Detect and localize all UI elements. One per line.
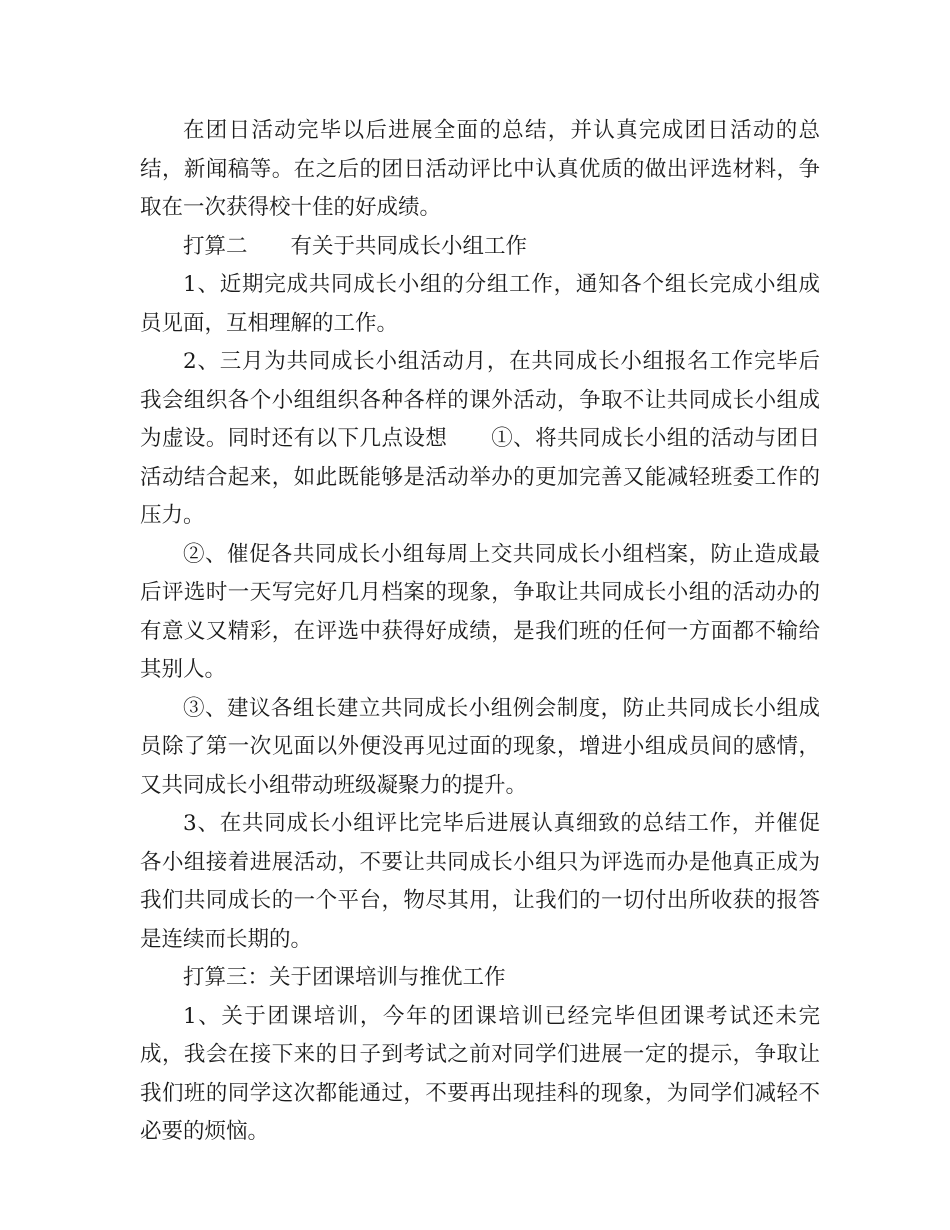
paragraph-plan-two-point-3: ③、建议各组长建立共同成长小组例会制度，防止共同成长小组成员除了第一次见面以外便没再见过面的现象，增进小组成员间的感情，又共同成长小组带动班级凝聚力的提升。 (140, 695, 820, 798)
paragraph-plan-two-item-3: 3、在共同成长小组评比完毕后进展认真细致的总结工作，并催促各小组接着进展活动，不要让共同成长小组只为评选而办是他真正成为我们共同成长的一个平台，物尽其用，让我们的一切付出所收获的报答是连续而长期的。 (140, 811, 820, 952)
paragraph-plan-three-item-1: 1、关于团课培训，今年的团课培训已经完毕但团课考试还未完成，我会在接下来的日子到考试之前对同学们进展一定的提示，争取让我们班的同学这次都能通过，不要再出现挂科的现象，为同学们减轻不必要的烦恼。 (140, 1003, 820, 1144)
paragraph-plan-two-item-2: 2、三月为共同成长小组活动月，在共同成长小组报名工作完毕后我会组织各个小组组织各种各样的课外活动，争取不让共同成长小组成为虚设。同时还有以下几点设想 ①、将共同成长小组的活动与团日活动结合起来，如此既能够是活动举办的更加完善又能减轻班委工作的压力。 (140, 349, 820, 528)
paragraph-plan-two-item-1: 1、近期完成共同成长小组的分组工作，通知各个组长完成小组成员见面，互相理解的工作。 (140, 272, 820, 336)
heading-plan-three: 打算三：关于团课培训与推优工作 (183, 965, 506, 990)
heading-plan-two: 打算二 有关于共同成长小组工作 (183, 233, 528, 259)
paragraph-plan-two-point-2: ②、催促各共同成长小组每周上交共同成长小组档案，防止造成最后评选时一天写完好几月档案的现象，争取让共同成长小组的活动办的有意义又精彩，在评选中获得好成绩，是我们班的任何一方面都不输给其别人。 (140, 541, 820, 682)
paragraph-summary: 在团日活动完毕以后进展全面的总结，并认真完成团日活动的总结，新闻稿等。在之后的团日活动评比中认真优质的做出评选材料，争取在一次获得校十佳的好成绩。 (140, 118, 820, 220)
document-body (140, 112, 820, 1152)
